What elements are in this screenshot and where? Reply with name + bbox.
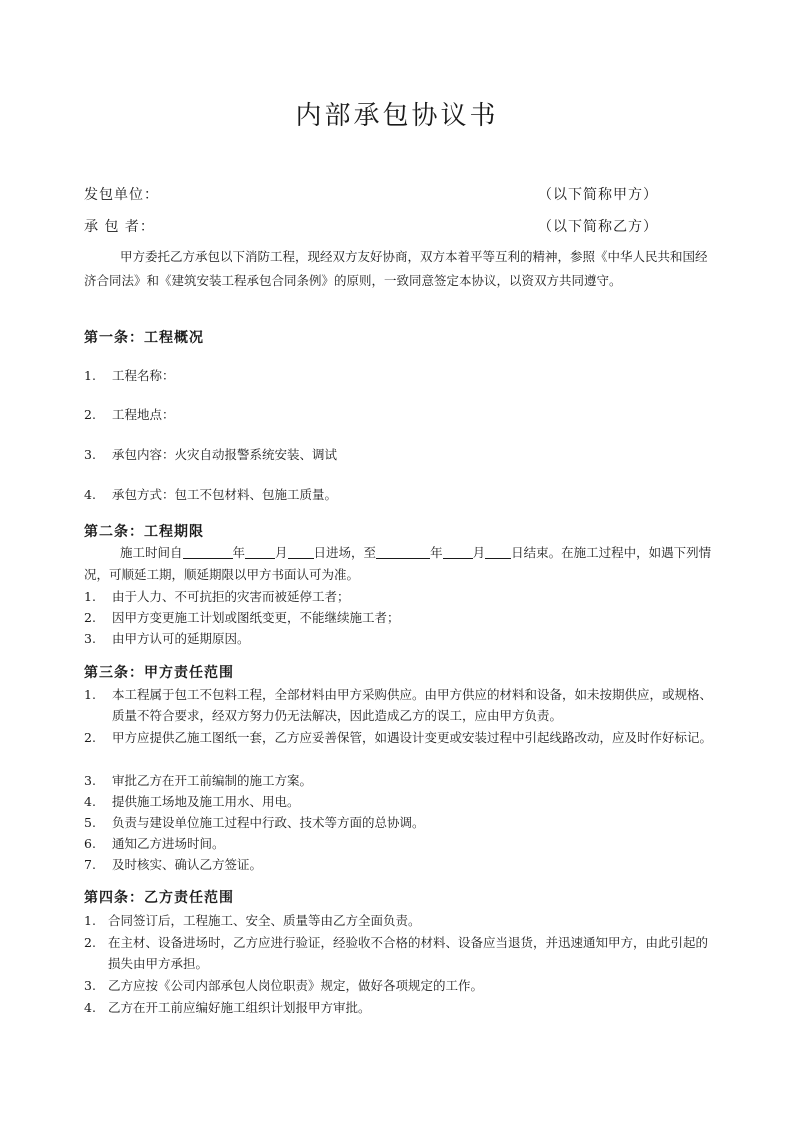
item-text: 因甲方变更施工计划或图纸变更，不能继续施工者； [112,610,400,625]
article4-item [84,910,421,931]
article3-item [84,727,714,748]
item-text: 提供施工场地及施工用水、用电。 [112,794,300,809]
item-number: 1. [84,913,96,928]
article1-item [84,444,337,465]
article1-heading: 第一条：工程概况 [84,330,204,346]
party-a-note: （以下简称甲方） [538,187,658,203]
item-number: 5. [84,815,96,830]
end-year-blank[interactable] [376,544,430,559]
end-day-blank[interactable] [485,544,511,559]
item-text: 合同签订后，工程施工、安全、质量等由乙方全面负责。 [108,913,421,928]
party-b-label: 承 包 者： [84,219,155,235]
period-month1: 月 [275,545,288,560]
article2-item [84,628,250,649]
period-prefix: 施工时间自 [120,545,183,560]
item-number: 4. [84,794,96,809]
item-number: 6. [84,836,96,851]
article3-item [84,791,300,812]
item-number: 2. [84,610,96,625]
item-text: 及时核实、确认乙方签证。 [112,857,263,872]
item-text: 承包内容：火灾自动报警系统安装、调试 [112,447,338,462]
item-number: 3. [84,447,96,462]
period-day2: 日结束。在施工过程中，如遇下列情况，可顺延工期，顺延期限以甲方书面认可为准。 [84,545,712,582]
article3-item [84,833,225,854]
item-number: 7. [84,857,96,872]
item-text: 在主材、设备进场时，乙方应进行验证，经验收不合格的材料、设备应当退货，并迅速通知甲方，由此引起的损失由甲方承担。 [108,935,709,971]
start-year-blank[interactable] [183,544,233,559]
item-number: 3. [84,773,96,788]
item-text: 审批乙方在开工前编制的施工方案。 [112,773,313,788]
party-b-note: （以下简称乙方） [538,219,658,235]
article2-heading: 第二条：工程期限 [84,524,204,540]
item-text: 由甲方认可的延期原因。 [112,631,250,646]
item-text: 工程名称： [112,368,175,383]
period-year2: 年 [430,545,443,560]
item-text: 通知乙方进场时间。 [112,836,225,851]
article2-item [84,607,400,628]
item-number: 1. [84,589,96,604]
item-number: 3. [84,631,96,646]
article3-item [84,812,425,833]
period-month2: 月 [472,545,486,560]
item-text: 乙方在开工前应编好施工组织计划报甲方审批。 [108,1000,371,1015]
item-number: 4. [84,487,96,502]
item-text: 负责与建设单位施工过程中行政、技术等方面的总协调。 [112,815,425,830]
article4-item [84,932,714,974]
item-number: 1. [84,687,96,702]
item-text: 本工程属于包工不包料工程，全部材料由甲方采购供应。由甲方供应的材料和设备，如未按期供应，或规格、质量不符合要求，经双方努力仍无法解决，因此造成乙方的误工，应由甲方负责。 [112,687,713,723]
article3-item [84,854,262,875]
period-day1: 日进场，至 [313,545,377,560]
period-paragraph [84,542,714,586]
item-text: 甲方应提供乙施工图纸一套，乙方应妥善保管，如遇设计变更或安装过程中引起线路改动，应及时作好标记。 [112,730,713,745]
end-month-blank[interactable] [443,544,473,559]
item-number: 4. [84,1000,96,1015]
start-month-blank[interactable] [245,544,275,559]
item-number: 3. [84,978,96,993]
article4-heading: 第四条：乙方责任范围 [84,890,234,906]
article3-heading: 第三条：甲方责任范围 [84,665,234,681]
intro-paragraph: 甲方委托乙方承包以下消防工程，现经双方友好协商，双方本着平等互利的精神，参照《中华人民共和国经济合同法》和《建筑安装工程承包合同条例》的原则，一致同意签定本协议，以资双方共同遵守。 [84,249,708,288]
item-text: 承包方式：包工不包材料、包施工质量。 [112,487,338,502]
article4-item [84,997,371,1018]
period-year1: 年 [232,545,246,560]
item-text: 乙方应按《公司内部承包人岗位职责》规定，做好各项规定的工作。 [108,978,484,993]
article1-item [84,365,175,386]
item-text: 由于人力、不可抗拒的灾害而被延停工者； [112,589,350,604]
article2-item [84,586,350,607]
party-a-label: 发包单位： [84,187,159,203]
item-number: 2. [84,935,96,950]
item-number: 1. [84,368,96,383]
article3-item [84,684,714,726]
article4-item [84,975,483,996]
document-title: 内部承包协议书 [295,101,499,131]
start-day-blank[interactable] [288,544,314,559]
article1-item [84,484,337,505]
item-number: 2. [84,407,96,422]
article3-item [84,770,312,791]
item-text: 工程地点： [112,407,175,422]
item-number: 2. [84,730,96,745]
article1-item [84,404,175,425]
